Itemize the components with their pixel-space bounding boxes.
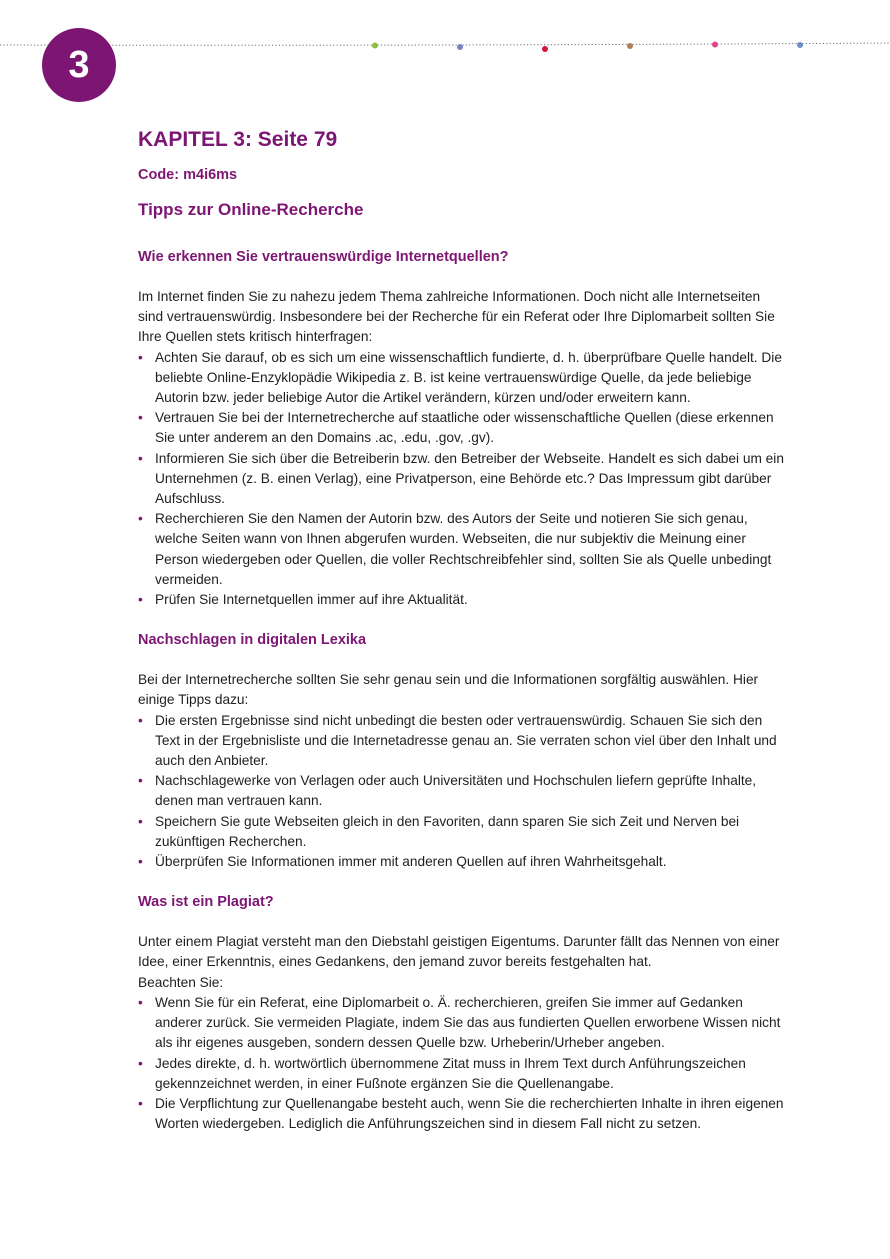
page-subtitle: Tipps zur Online-Recherche [138,200,364,219]
access-code: Code: m4i6ms [138,167,238,183]
list-item: • Die Verpflichtung zur Quellenangabe besteht auch, wenn Sie die recherchierten Inhalte in ihren eigenen Worten wiedergeben. Lediglich die Anführungszeichen sind in diesem Fall nicht zu setzen. [138,1094,788,1134]
list-item: • Achten Sie darauf, ob es sich um eine wissenschaftlich fundierte, d. h. überprüfbare Quelle handelt. Die beliebte Online-Enzyklopädie Wikipedia z. B. ist keine vertrauenswürdige Quelle, da jede beliebige Autorin bzw. jeder beliebige Autor die Artikel verändern, kürzen und/oder erweitern kann. [138,348,788,409]
section-heading: Nachschlagen in digitalen Lexika [138,632,367,649]
section-heading: Was ist ein Plagiat? [138,894,274,911]
section-digital-lexika [138,630,788,872]
chapter-number-badge: 3 [42,28,116,102]
bullet-list [138,711,788,873]
list-item: • Recherchieren Sie den Namen der Autorin bzw. des Autors der Seite und notieren Sie sich genau, welche Seiten wann von Ihnen abgerufen wurden. Webseiten, die nur subjektiv die Meinung einer Person wiedergeben oder Quellen, die voller Rechtschreibfehler sind, sollten Sie als Quelle unbedingt vermeiden. [138,509,788,590]
bullet-list [138,348,788,611]
list-item: • Informieren Sie sich über die Betreiberin bzw. den Betreiber der Webseite. Handelt es sich dabei um ein Unternehmen (z. B. einen Verlag), eine Privatperson, eine Behörde etc.? Das Impressum gibt darüber Aufschluss. [138,449,788,510]
section-heading: Wie erkennen Sie vertrauenswürdige Internetquellen? [138,249,509,265]
list-item: • Prüfen Sie Internetquellen immer auf ihre Aktualität. [138,590,788,610]
page-title: KAPITEL 3: Seite 79 [138,128,338,151]
decorative-dot [372,43,378,49]
list-item: • Vertrauen Sie bei der Internetrecherche auf staatliche oder wissenschaftliche Quellen (diese erkennen Sie unter anderem an den Domains .ac, .edu, .gov, .gv). [138,408,788,448]
section-intro: Bei der Internetrecherche sollten Sie sehr genau sein und die Informationen sorgfältig auswählen. Hier einige Tipps dazu: [138,672,759,708]
section-intro-note: Beachten Sie: [138,974,224,990]
list-item: • Die ersten Ergebnisse sind nicht unbedingt die besten oder vertrauenswürdig. Schauen Sie sich den Text in der Ergebnisliste und die Internetadresse genau an. Sie verraten schon viel über den Inhalt und auch den Anbieter. [138,711,788,772]
decorative-dot [457,44,463,50]
decorative-dotted-line [0,0,890,60]
list-item: • Nachschlagewerke von Verlagen oder auch Universitäten und Hochschulen liefern geprüfte Inhalte, denen man vertrauen kann. [138,771,788,811]
decorative-dot [627,43,633,49]
section-intro: Im Internet finden Sie zu nahezu jedem Thema zahlreiche Informationen. Doch nicht alle Internetseiten sind vertrauenswürdig. Insbesondere bei der Recherche für ein Referat oder Ihre Diplomarbeit sollten Sie Ihre Quellen stets kritisch hinterfragen: [138,289,775,345]
list-item: • Speichern Sie gute Webseiten gleich in den Favoriten, dann sparen Sie sich Zeit und Nerven bei zukünftigen Recherchen. [138,812,788,852]
section-plagiarism [138,892,788,1134]
decorative-dot [542,46,548,52]
bullet-list [138,993,788,1134]
list-item: • Überprüfen Sie Informationen immer mit anderen Quellen auf ihren Wahrheitsgehalt. [138,852,788,872]
section-trustworthy-sources [138,247,788,610]
list-item: • Wenn Sie für ein Referat, eine Diplomarbeit o. Ä. recherchieren, greifen Sie immer auf Gedanken anderer zurück. Sie vermeiden Plagiate, indem Sie das aus fundierten Quellen erworbene Wissen nicht als ihr eigenes ausgeben, sondern dessen Quelle bzw. Urheberin/Urheber angeben. [138,993,788,1054]
section-intro: Unter einem Plagiat versteht man den Diebstahl geistigen Eigentums. Darunter fällt das Nennen von einer Idee, einer Erkenntnis, eines Gedankens, den jemand zuvor bereits festgehalten hat. [138,934,780,970]
decorative-dot [712,42,718,48]
list-item: • Jedes direkte, d. h. wortwörtlich übernommene Zitat muss in Ihrem Text durch Anführungszeichen gekennzeichnet werden, in einer Fußnote ergänzen Sie die Quellenangabe. [138,1054,788,1094]
decorative-dot [797,42,803,48]
page-content [138,125,788,1134]
